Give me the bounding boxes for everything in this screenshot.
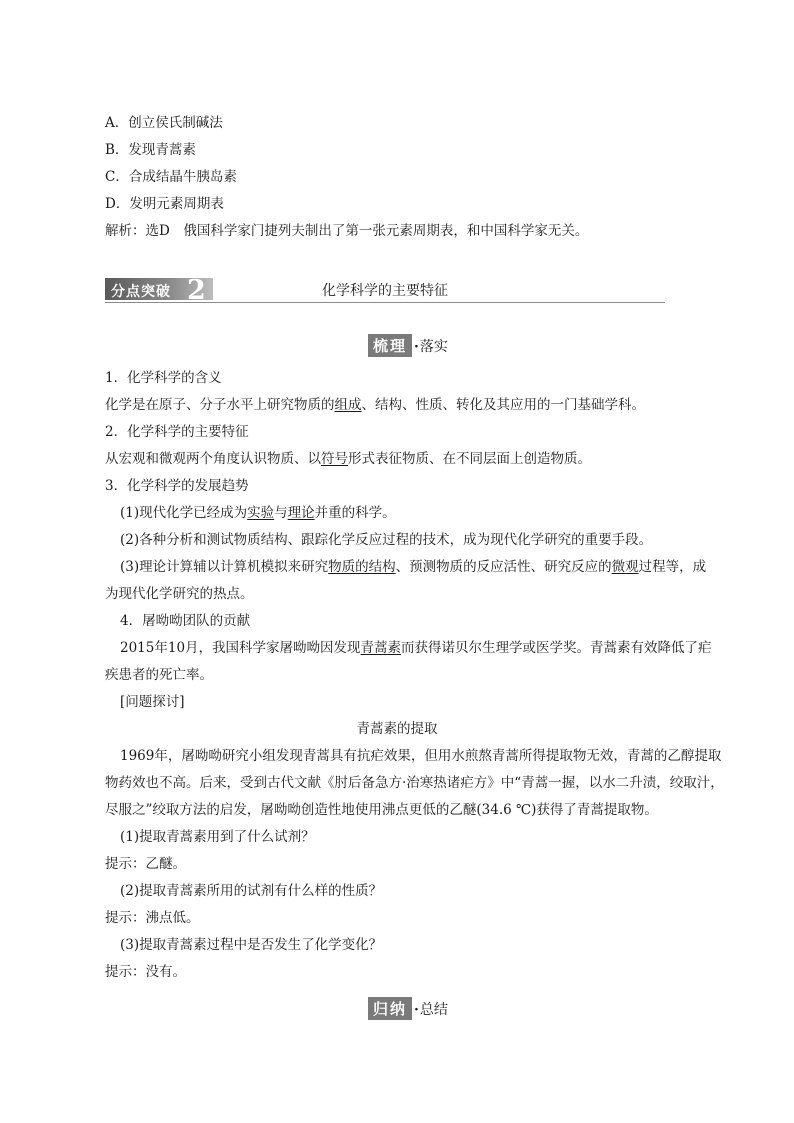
- discussion-para-2: 物药效也不高。后来，受到古代文献《肘后备急方·治寒热诸疟方》中“青蒿一握，以水二升渍，绞取汁，: [105, 775, 724, 791]
- option-a: A．创立侯氏制碱法: [105, 115, 223, 131]
- p4-line-1-cont: 疾患者的死亡率。: [105, 667, 213, 683]
- question-2: (2)提取青蒿素所用的试剂有什么样的性质？: [120, 883, 383, 899]
- p4-line-1: 2015年10月，我国科学家屠呦呦因发现青蒿素而获得诺贝尔生理学或医学奖。青蒿素有效降低了疟: [120, 640, 712, 656]
- discussion-label: [问题探讨]: [120, 694, 185, 710]
- tag-box: 归纳: [368, 997, 412, 1020]
- question-3: (3)提取青蒿素过程中是否发生了化学变化？: [120, 937, 383, 953]
- underlined-term: 微观: [611, 559, 639, 575]
- heading-3: 3．化学科学的发展趋势: [105, 478, 249, 494]
- underlined-term: 符号: [321, 451, 348, 467]
- tag-summary: 归纳 ·总结: [368, 997, 448, 1020]
- p2-text: 从宏观和微观两个角度认识物质、以符号形式表征物质、在不同层面上创造物质。: [105, 451, 591, 467]
- section-title: 化学科学的主要特征: [322, 283, 448, 299]
- answer-2: 提示：沸点低。: [105, 910, 200, 926]
- p1-text: 化学是在原子、分子水平上研究物质的组成、结构、性质、转化及其应用的一门基础学科。: [105, 397, 645, 413]
- section-badge-text: 分点突破: [111, 284, 171, 300]
- p3-line-3-cont: 为现代化学研究的热点。: [105, 586, 254, 602]
- underlined-term: 理论: [287, 505, 315, 521]
- heading-2: 2．化学科学的主要特征: [105, 424, 249, 440]
- section-heading-bar: [105, 275, 665, 306]
- underlined-term: 物质的结构: [328, 559, 396, 575]
- underlined-term: 实验: [247, 505, 275, 521]
- tag-rest: 落实: [419, 339, 448, 355]
- tag-box: 梳理: [368, 334, 412, 357]
- option-b: B．发现青蒿素: [105, 142, 196, 158]
- question-1: (1)提取青蒿素用到了什么试剂？: [120, 829, 315, 845]
- analysis-text: 解析：选D 俄国科学家门捷列夫制出了第一张元素周期表，和中国科学家无关。: [105, 223, 589, 239]
- discussion-title: 青蒿素的提取: [356, 721, 438, 737]
- tag-sort-implement: 梳理 ·落实: [368, 334, 448, 357]
- section-badge-number: 2: [187, 275, 206, 306]
- option-c: C．合成结晶牛胰岛素: [105, 169, 237, 185]
- underlined-term: 组成: [334, 397, 362, 413]
- p3-line-3: (3)理论计算辅以计算机模拟来研究物质的结构、预测物质的反应活性、研究反应的微观过程等，成: [120, 559, 707, 575]
- option-d: D．发明元素周期表: [105, 196, 224, 212]
- discussion-para-3: 尽服之”绞取方法的启发，屠呦呦创造性地使用沸点更低的乙醚(34.6 ℃)获得了青蒿提取物。: [105, 802, 658, 818]
- discussion-para-1: 1969年，屠呦呦研究小组发现青蒿具有抗疟效果，但用水煎熬青蒿所得提取物无效，青蒿的乙醇提取: [120, 748, 722, 764]
- p3-line-1: (1)现代化学已经成为实验与理论并重的科学。: [120, 505, 396, 521]
- answer-3: 提示：没有。: [105, 964, 186, 980]
- tag-rest: 总结: [419, 1002, 448, 1018]
- underlined-term: 青蒿素: [360, 640, 402, 656]
- heading-4: 4．屠呦呦团队的贡献: [120, 613, 251, 629]
- p3-line-2: (2)各种分析和测试物质结构、跟踪化学反应过程的技术，成为现代化学研究的重要手段。: [120, 532, 653, 548]
- heading-1: 1．化学科学的含义: [105, 370, 222, 386]
- answer-1: 提示：乙醚。: [105, 856, 186, 872]
